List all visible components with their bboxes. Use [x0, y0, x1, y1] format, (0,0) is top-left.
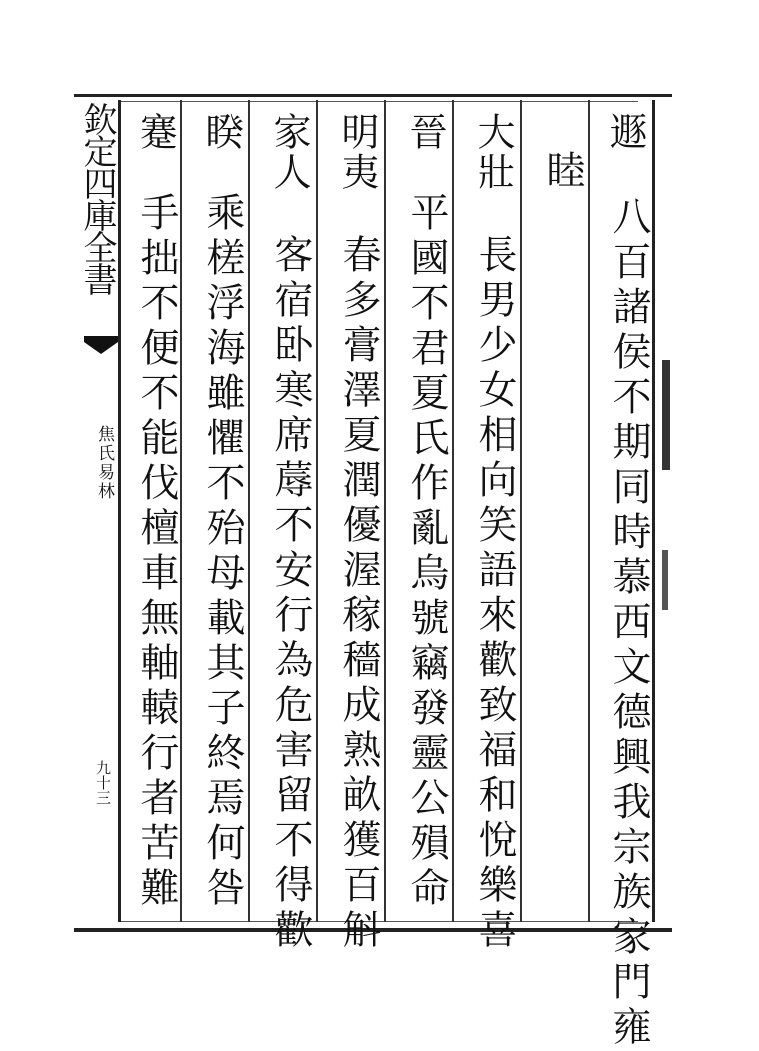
hexagram-heading: 明夷: [335, 112, 379, 192]
verse-text: 平國不君夏氏作亂烏號竊發靈公殞命: [404, 192, 449, 912]
column-divider: [588, 100, 590, 922]
verse-text: 長男少女相向笑語來歡致福和悅樂喜: [472, 234, 517, 954]
verse-text: 客宿卧寒席蓐不安行為危害留不得歡: [268, 234, 313, 954]
hexagram-heading: 蹇: [133, 112, 177, 152]
page-edge-mark: [662, 550, 668, 610]
top-border: [74, 94, 672, 97]
fishtail-mark-icon: [84, 336, 118, 356]
verse-text: 八百諸侯不期同時慕西文德興我宗族家門雍: [606, 196, 651, 1051]
verse-text: 手拙不便不能伐檀車無軸轅行者苦難: [134, 192, 179, 912]
hexagram-heading: 睽: [199, 112, 243, 152]
page-number: 九十三: [94, 760, 112, 805]
hexagram-heading: 家人: [267, 112, 311, 192]
page-edge-mark: [662, 360, 670, 470]
series-title: 欽定四庫全書: [77, 102, 117, 294]
verse-text: 春多膏澤夏潤優渥稼穡成熟畝獲百斛: [336, 234, 381, 954]
book-title: 焦氏易林: [94, 425, 114, 501]
hexagram-heading: 遯: [603, 112, 647, 152]
verse-text: 乘槎浮海雖懼不殆母載其子終焉何咎: [200, 192, 245, 912]
verse-continuation: 睦: [540, 150, 585, 195]
hexagram-heading: 晉: [403, 112, 447, 152]
top-inner-border: [118, 101, 638, 102]
hexagram-heading: 大壯: [471, 112, 515, 192]
